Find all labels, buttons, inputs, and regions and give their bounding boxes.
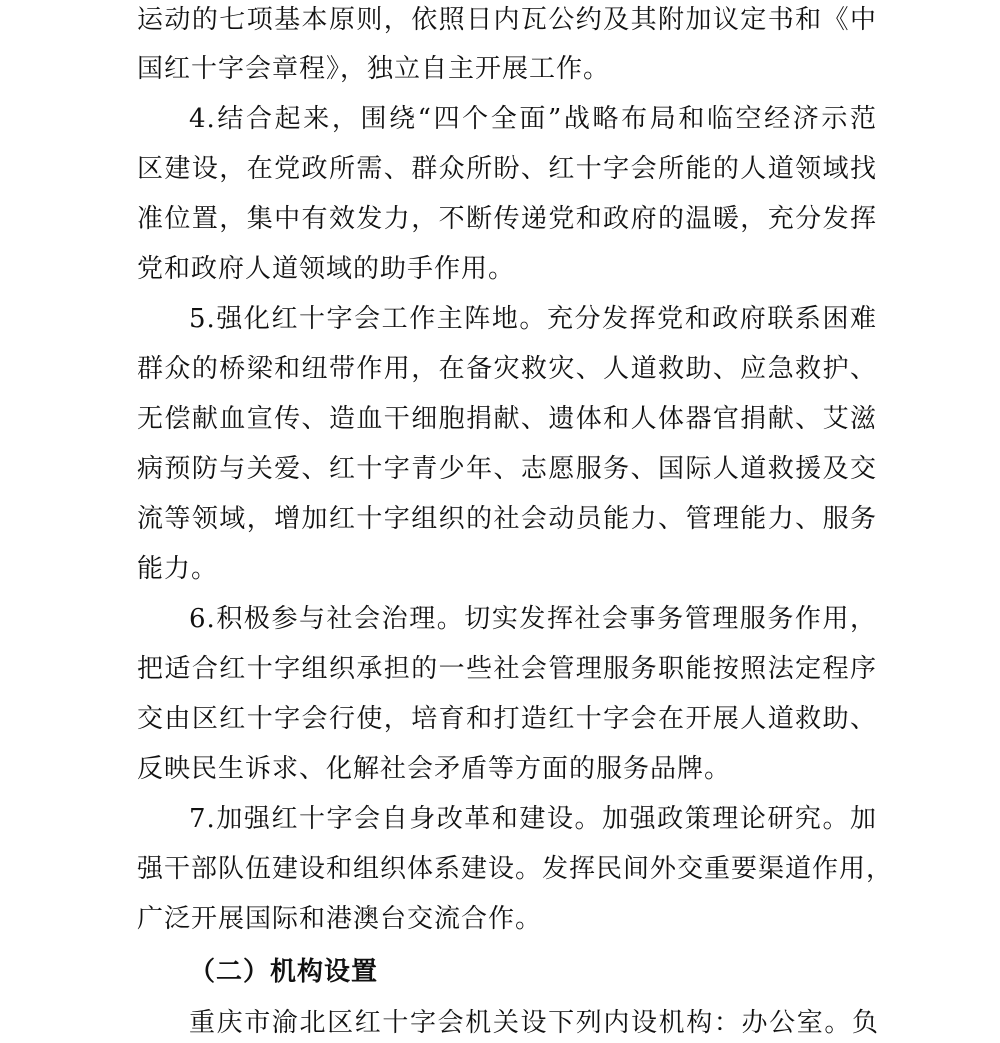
- text-line: 能力。: [137, 554, 219, 584]
- text-line: 病预防与关爱、红十字青少年、志愿服务、国际人道救援及交: [137, 454, 877, 484]
- text-line: 群众的桥梁和纽带作用，在备灾救灾、人道救助、应急救护、: [137, 354, 877, 384]
- text-line: 准位置，集中有效发力，不断传递党和政府的温暖，充分发挥: [137, 204, 877, 234]
- text-line: 流等领域，增加红十字组织的社会动员能力、管理能力、服务: [137, 504, 877, 534]
- paragraph-start-line: 6.积极参与社会治理。切实发挥社会事务管理服务作用，: [189, 604, 877, 634]
- paragraph-start-line: 7.加强红十字会自身改革和建设。加强政策理论研究。加: [189, 804, 877, 834]
- text-line: 交由区红十字会行使，培育和打造红十字会在开展人道救助、: [137, 704, 877, 734]
- text-line: 广泛开展国际和港澳台交流合作。: [137, 904, 543, 934]
- paragraph-start-line: 重庆市渝北区红十字会机关设下列内设机构：办公室。负: [189, 1008, 879, 1038]
- text-line: 党和政府人道领域的助手作用。: [137, 254, 516, 284]
- section-heading: （二）机构设置: [189, 957, 379, 987]
- text-line: 无偿献血宣传、造血干细胞捐献、遗体和人体器官捐献、艾滋: [137, 404, 877, 434]
- paragraph-start-line: 5.强化红十字会工作主阵地。充分发挥党和政府联系困难: [189, 304, 877, 334]
- text-line: 把适合红十字组织承担的一些社会管理服务职能按照法定程序: [137, 654, 877, 684]
- text-line: 国红十字会章程》，独立自主开展工作。: [137, 54, 611, 84]
- text-line: 强干部队伍建设和组织体系建设。发挥民间外交重要渠道作用，: [137, 854, 894, 884]
- text-line: 反映民生诉求、化解社会矛盾等方面的服务品牌。: [137, 754, 732, 784]
- text-line: 运动的七项基本原则，依照日内瓦公约及其附加议定书和《中: [137, 5, 877, 35]
- text-line: 区建设，在党政所需、群众所盼、红十字会所能的人道领域找: [137, 154, 877, 184]
- paragraph-start-line: 4.结合起来，围绕“四个全面”战略布局和临空经济示范: [189, 104, 877, 134]
